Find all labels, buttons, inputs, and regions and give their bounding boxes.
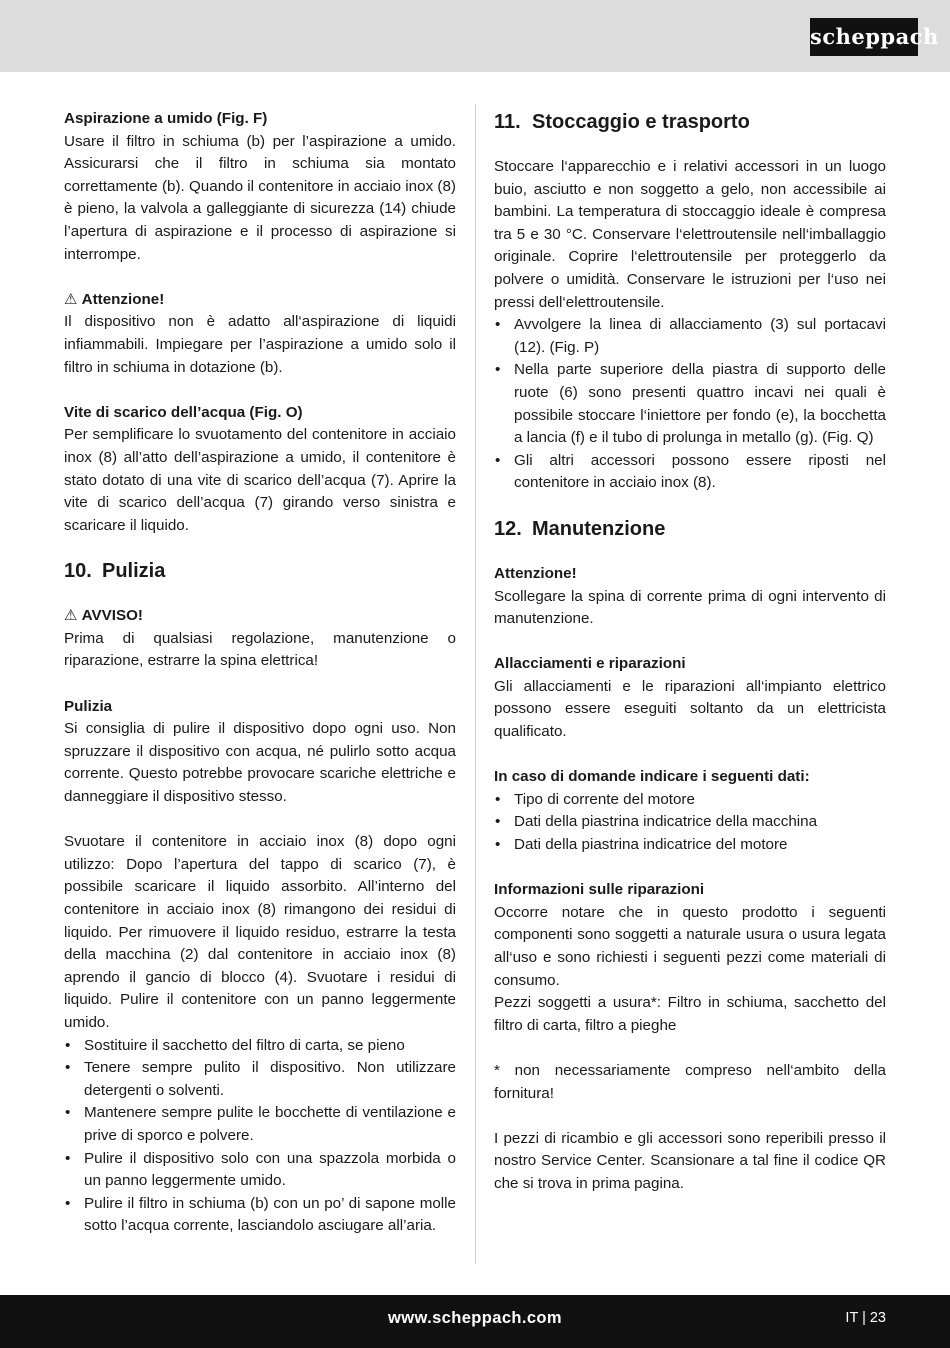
questions-bullet-list	[494, 789, 886, 857]
list-item: • Tipo di corrente del motore	[494, 789, 886, 812]
emptying-text: Svuotare il contenitore in acciaio inox (8) dopo ogni utilizzo: Dopo l’apertura del tappo di scarico (7), è possibile scaricare il liquido assorbito. All’interno del contenitore in acciaio inox (8) rimangono dei residui di liquido. Per rimuovere il liquido residuo, estrarre la testa della macchina (2) dal contenitore in acciaio inox (8) aprendo il gancio di blocco (4). Svuotare i residui di liquido. Pulire il contenitore con un panno leggermente umido.	[64, 833, 456, 1031]
warning-icon: ⚠	[64, 607, 78, 625]
questions-heading: In caso di domande indicare i seguenti dati:	[494, 768, 810, 786]
storage-bullet-list	[494, 314, 886, 495]
wet-vacuum-heading: Aspirazione a umido (Fig. F)	[64, 110, 268, 127]
list-item: • Mantenere sempre pulite le bocchette di ventilazione e prive di sporco e polvere.	[64, 1102, 456, 1147]
notice-text: Prima di qualsiasi regolazione, manutenzione o riparazione, estrarre la spina elettrica!	[64, 629, 456, 670]
column-divider	[475, 104, 476, 1264]
wet-vacuum-text: Usare il filtro in schiuma (b) per l’aspirazione a umido. Assicurarsi che il filtro in schiuma sia montato correttamente (b). Quando il contenitore in acciaio inox (8) è pieno, la valvola a galleggiante di sicurezza (14) chiude l’apertura di aspirazione e il processo di aspirazione si interrompe.	[64, 132, 456, 263]
footer-band	[0, 1295, 950, 1348]
list-item: • Sostituire il sacchetto del filtro di carta, se pieno	[64, 1035, 456, 1058]
drain-screw-heading: Vite di scarico dell’acqua (Fig. O)	[64, 403, 303, 421]
storage-text: Stoccare l‘apparecchio e i relativi accessori in un luogo buio, asciutto e non soggetto a gelo, non accessibile ai bambini. La temperatura di stoccaggio ideale è compresa tra 5 e 30 °C. Conservare l‘elettroutensile nell‘imballaggio originale. Coprire l‘elettroutensile per proteggerlo da polvere o umidità. Conservare le istruzioni per l‘uso nei pressi dell‘elettroutensile.	[494, 158, 886, 311]
section-11-heading	[494, 109, 886, 135]
cleaning-bullet-list	[64, 1035, 456, 1238]
brand-logo: scheppach	[810, 18, 918, 56]
cleaning-heading: Pulizia	[64, 697, 113, 715]
section-title: Manutenzione	[532, 517, 666, 540]
list-item: • Gli altri accessori possono essere riposti nel contenitore in acciaio inox (8).	[494, 450, 886, 495]
spare-parts-text: I pezzi di ricambio e gli accessori sono reperibili presso il nostro Service Center. Scansionare a tal fine il codice QR che si trova in prima pagina.	[494, 1129, 886, 1192]
list-item: • Tenere sempre pulito il dispositivo. Non utilizzare detergenti o solventi.	[64, 1057, 456, 1102]
attention-heading: Attenzione!	[494, 564, 577, 582]
repair-info-text: Occorre notare che in questo prodotto i seguenti componenti sono soggetti a naturale usura o usura legata all‘uso e sono richiesti i seguenti pezzi come materiali di consumo.	[494, 903, 886, 989]
list-item: • Dati della piastrina indicatrice del motore	[494, 834, 886, 857]
list-item: • Pulire il filtro in schiuma (b) con un po’ di sapone molle sotto l’acqua corrente, lasciandolo asciugare all’aria.	[64, 1193, 456, 1238]
attention-text: Scollegare la spina di corrente prima di ogni intervento di manutenzione.	[494, 587, 886, 628]
section-number: 12.	[494, 517, 522, 540]
section-title: Pulizia	[102, 560, 166, 583]
connections-heading: Allacciamenti e riparazioni	[494, 655, 686, 673]
drain-screw-text: Per semplificare lo svuotamento del contenitore in acciaio inox (8) all’atto dell’aspirazione a umido, il contenitore è stato dotato di una vite di scarico dell’acqua (7). Aprire la vite di scarico dell’acqua (7) girando verso sinistra e scaricare il liquido.	[64, 426, 456, 534]
section-number: 10.	[64, 560, 92, 583]
header-band	[0, 0, 950, 72]
warning-heading	[64, 289, 456, 312]
section-10-heading	[64, 558, 456, 584]
section-title: Stoccaggio e trasporto	[532, 111, 750, 133]
cleaning-text: Si consiglia di pulire il dispositivo dopo ogni uso. Non spruzzare il dispositivo con acqua, né pulirlo sotto acqua corrente. Questo potrebbe provocare scariche elettriche e danneggiare il dispositivo stesso.	[64, 720, 456, 806]
left-column	[64, 108, 456, 1238]
page-number: IT | 23	[845, 1310, 886, 1326]
notice-label: AVVISO!	[81, 607, 143, 625]
warning-icon: ⚠	[64, 290, 78, 308]
list-item: • Nella parte superiore della piastra di supporto delle ruote (6) sono presenti quattro incavi nei quali è possibile stoccare l‘iniettore per fondo (e), la bocchetta a lancia (f) e il tubo di prolunga in metallo (g). (Fig. Q)	[494, 359, 886, 449]
list-item: • Avvolgere la linea di allacciamento (3) sul portacavi (12). (Fig. P)	[494, 314, 886, 359]
repair-info-heading: Informazioni sulle riparazioni	[494, 881, 705, 899]
wear-parts-text: Pezzi soggetti a usura*: Filtro in schiuma, sacchetto del filtro di carta, filtro a pieghe	[494, 994, 886, 1034]
section-12-heading	[494, 516, 886, 542]
section-number: 11.	[494, 111, 521, 133]
footnote-text: * non necessariamente compreso nell‘ambito della fornitura!	[494, 1061, 886, 1102]
warning-label: Attenzione!	[81, 290, 165, 308]
connections-text: Gli allacciamenti e le riparazioni all‘impianto elettrico possono essere eseguiti soltanto da un elettricista qualificato.	[494, 677, 886, 741]
right-column	[494, 108, 886, 1196]
notice-heading	[64, 605, 456, 628]
list-item: • Dati della piastrina indicatrice della macchina	[494, 811, 886, 834]
list-item: • Pulire il dispositivo solo con una spazzola morbida o un panno leggermente umido.	[64, 1148, 456, 1193]
warning-text: Il dispositivo non è adatto all‘aspirazione di liquidi infiammabili. Impiegare per l’aspirazione a umido solo il filtro in schiuma in dotazione (b).	[64, 313, 456, 376]
website-link[interactable]: www.scheppach.com	[388, 1309, 562, 1327]
